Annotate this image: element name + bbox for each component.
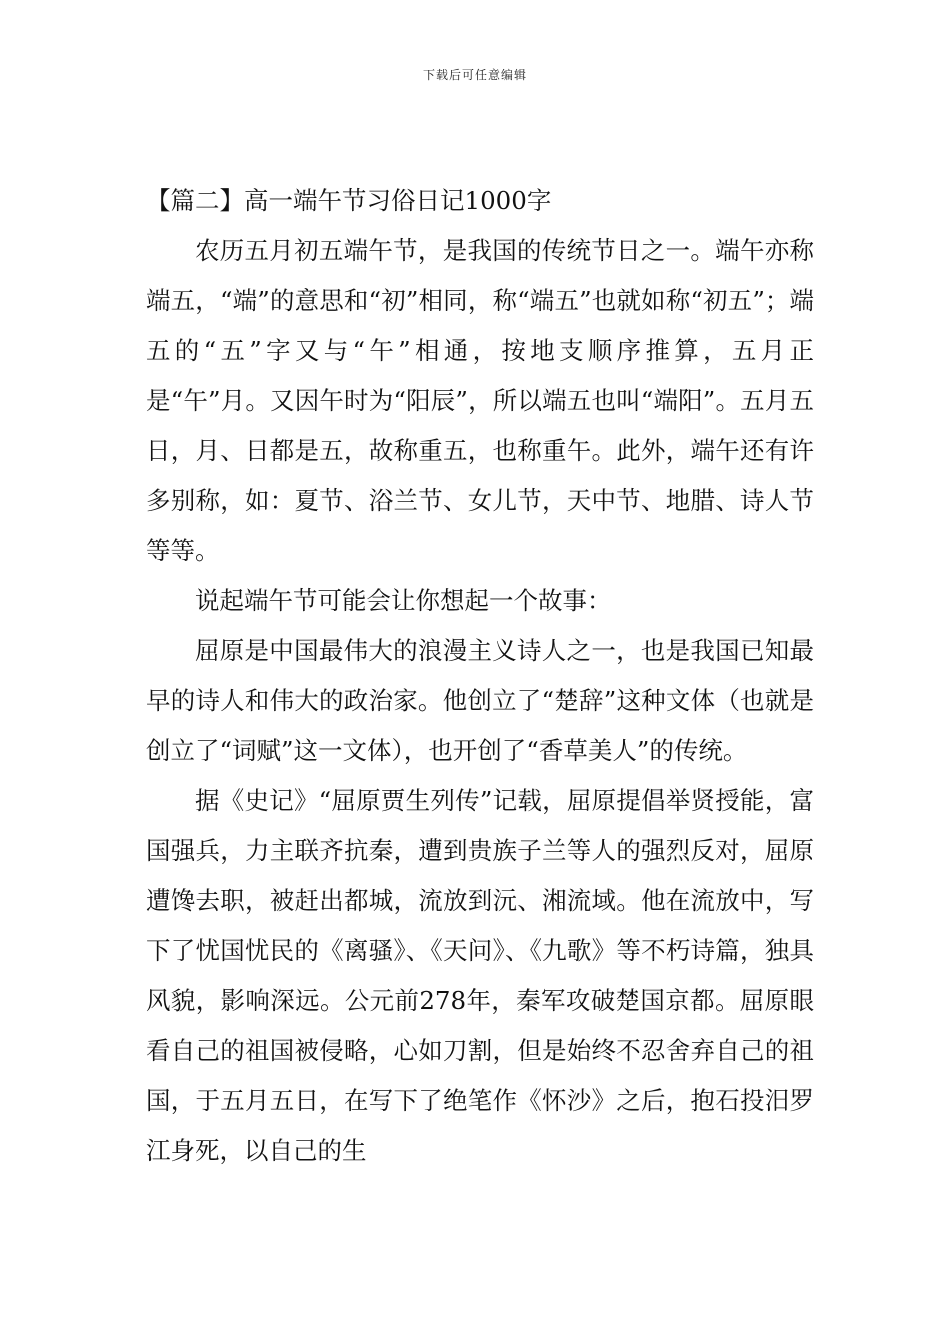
paragraph-2: 说起端午节可能会让你想起一个故事： xyxy=(195,586,612,615)
paragraph-3: 屈原是中国最伟大的浪漫主义诗人之一，也是我国已知最早的诗人和伟大的政治家。他创立了“楚辞”这种文体（也就是创立了“词赋”这一文体），也开创了“香草美人”的传统。 xyxy=(146,636,814,765)
header-note: 下载后可任意编辑 xyxy=(422,68,527,82)
document-body xyxy=(146,176,814,1176)
document-title: 【篇二】高一端午节习俗日记1000字 xyxy=(146,186,552,215)
paragraph-1: 农历五月初五端午节，是我国的传统节日之一。端午亦称端五，“端”的意思和“初”相同，称“端五”也就如称“初五”；端五的“五”字又与“午”相通，按地支顺序推算，五月正是“午”月。又因午时为“阳辰”，所以端五也叫“端阳”。五月五日，月、日都是五，故称重五，也称重午。此外，端午还有许多别称，如：夏节、浴兰节、女儿节，天中节、地腊、诗人节等等。 xyxy=(146,236,814,565)
paragraph-4: 据《史记》“屈原贾生列传”记载，屈原提倡举贤授能，富国强兵，力主联齐抗秦，遭到贵族子兰等人的强烈反对，屈原遭馋去职，被赶出都城，流放到沅、湘流域。他在流放中，写下了忧国忧民的《离骚》、《天问》、《九歌》等不朽诗篇，独具风貌，影响深远。公元前278年，秦军攻破楚国京都。屈原眼看自己的祖国被侵略，心如刀割，但是始终不忍舍弃自己的祖国，于五月五日，在写下了绝笔作《怀沙》之后，抱石投汨罗江身死，以自己的生 xyxy=(146,786,814,1165)
